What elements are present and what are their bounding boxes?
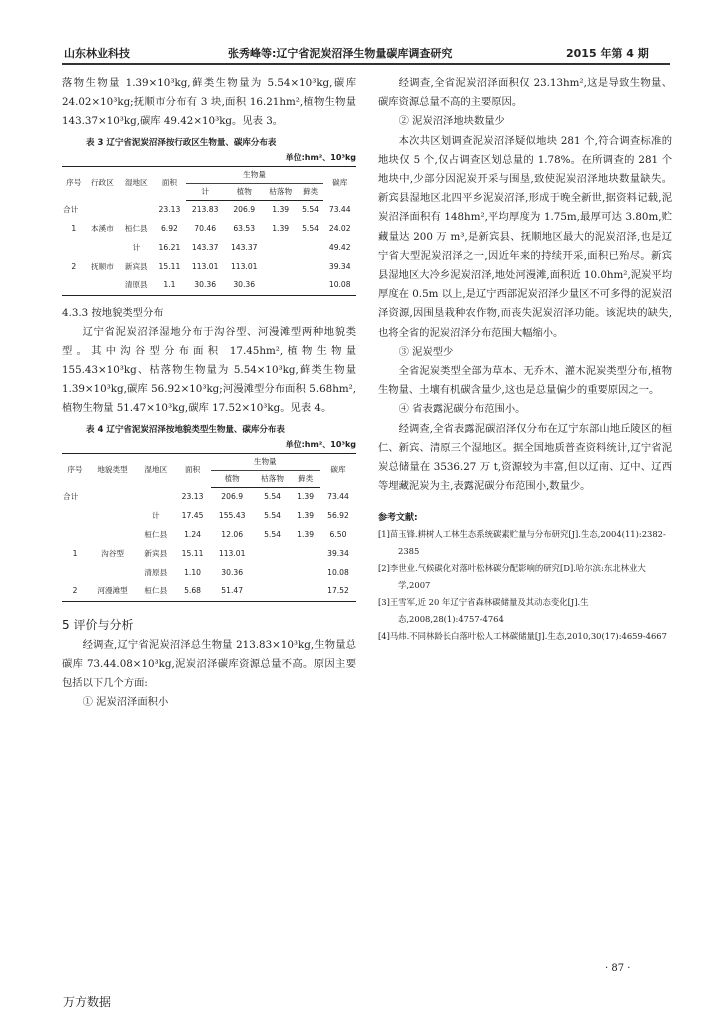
table-cell: 12.06: [221, 529, 244, 539]
table-cell: [85, 200, 119, 219]
table-cell: 5.54: [264, 529, 282, 539]
table-cell: 1: [71, 223, 77, 233]
column-header: 地貌类型: [88, 453, 137, 487]
column-header: 序号: [62, 166, 85, 200]
column-header: 面积: [153, 166, 185, 200]
table-cell: 1.39: [297, 491, 315, 501]
table-cell: [85, 238, 119, 257]
table-3: [62, 166, 356, 296]
table-row: [62, 238, 356, 257]
table-cell: 143.37: [230, 242, 258, 252]
page-number: · 87 ·: [605, 963, 631, 974]
table-4-unit: 单位:hm²、10³kg: [285, 439, 356, 449]
paragraph: 落物生物量 1.39×10³kg,藓类生物量为 5.54×10³kg,碳库 24.02×10³kg;抚顺市分布有 3 块,面积 16.21hm²,植物生物量 143.37×10³kg,碳库 49.42×10³kg。见表 3。: [62, 77, 356, 128]
table-cell: [298, 238, 324, 257]
paragraph: 经调查,辽宁省泥炭沼泽总生物量 213.83×10³kg,生物量总碳库 73.44.08×10³kg,泥炭沼泽碳库资源总量不高。原因主要包括以下几个方面:: [62, 638, 356, 690]
table-row: [62, 200, 356, 219]
column-header: 湿地区: [119, 166, 153, 200]
table-cell: 206.9: [233, 204, 256, 214]
table-row: [62, 506, 356, 525]
sub-header: 植物: [211, 470, 254, 487]
table-cell: [62, 276, 85, 295]
table-cell: [291, 582, 320, 601]
table-cell: 113.01: [230, 261, 258, 271]
table-cell: [85, 276, 119, 295]
column-header: 生物量: [211, 453, 320, 470]
table-cell: 桓仁县: [137, 582, 175, 601]
table-cell: 113.01: [218, 548, 246, 558]
table-row: [62, 276, 356, 295]
column-header: 面积: [175, 453, 211, 487]
right-column: [378, 74, 672, 645]
table-cell: 新宾县: [124, 261, 148, 271]
table-cell: 70.46: [194, 223, 217, 233]
watermark-text: 万方数据: [63, 995, 112, 1009]
table-cell: 1.39: [272, 204, 290, 214]
table-cell: 5.54: [302, 204, 319, 214]
column-header: 碳库: [320, 453, 356, 487]
sub-header: 枯落物: [254, 470, 292, 487]
paragraph: 本次共区划调查泥炭沼泽疑似地块 281 个,符合调查标准的地块仅 5 个,仅占调查区划总量的 1.78%。在所调查的 281 个地块中,少部分因泥炭开采与围垦,致使泥炭沼泽地块数量缺失。新宾县湿地区北四平乡泥炭沼泽,形成于晚全新世,据资料记载,泥炭沼泽面积有 148hm²,平均厚度为 1.75m,最厚可达 3.80m,贮藏量达 200 万 m³,是新宾县、抚顺地区最大的泥炭沼泽,也是辽宁省大型泥炭沼泽之一,因近年来的持续开采,面积已殆尽。新宾县湿地区大冷乡泥炭沼泽,地处河漫滩,面积近 10.0hm²,泥炭平均厚度在 0.5m 以上,是辽宁西部泥炭沼泽少量区不可多得的泥炭沼泽资源,因围垦栽种农作物,而丧失泥炭沼泽功能。该泥块的缺失,也将全省的泥炭沼泽分布范围大幅缩小。: [378, 134, 672, 339]
table-cell: 206.9: [221, 491, 244, 501]
table-cell: 6.50: [329, 529, 347, 539]
table-cell: [264, 238, 298, 257]
table-cell: 17.45: [181, 510, 204, 520]
sub-header: 藓类: [298, 183, 324, 200]
list-item: ② 泥炭沼泽地块数量少: [398, 115, 505, 128]
table-cell: [298, 257, 324, 276]
table-cell: [62, 525, 88, 544]
table-cell: 抚顺市: [91, 261, 114, 271]
table-cell: 沟谷型: [101, 548, 124, 558]
table-cell: 计: [132, 242, 141, 252]
table-cell: 39.34: [328, 261, 351, 271]
table-cell: 桓仁县: [144, 529, 168, 539]
table-cell: 17.52: [320, 582, 356, 601]
column-header: 湿地区: [137, 453, 175, 487]
table-cell: 6.92: [160, 223, 178, 233]
section-heading: 5 评价与分析: [62, 617, 134, 632]
table-cell: 30.36: [221, 567, 244, 577]
table-cell: 5.54: [264, 510, 282, 520]
column-header: 碳库: [323, 166, 356, 200]
table-cell: 5.54: [302, 223, 319, 233]
sub-header: 计: [186, 183, 225, 200]
table-cell: 73.44: [327, 491, 349, 501]
table-row: [62, 525, 356, 544]
table-cell: 新宾县: [144, 548, 168, 558]
table-cell: 1.39: [272, 223, 290, 233]
table-cell: [137, 487, 175, 506]
table-cell: 10.08: [327, 567, 349, 577]
table-row: [62, 257, 356, 276]
table-cell: 49.42: [328, 242, 351, 252]
subsection-heading: 4.3.3 按地貌类型分布: [62, 306, 164, 319]
paragraph: 辽宁省泥炭沼泽湿地分布于沟谷型、河漫滩型两种地貌类型。其中沟谷型分布面积 17.45hm²,植物生物量 155.43×10³kg、枯落物生物量为 5.54×10³kg,藓类生物量 1.39×10³kg,碳库 56.92×10³kg;河漫滩型分布面积 5.68hm²,植物生物量 51.47×10³kg,碳库 17.52×10³kg。见表 4。: [62, 325, 356, 415]
table-cell: 合计: [63, 204, 79, 214]
table-row: [62, 487, 356, 506]
table-cell: [88, 506, 137, 525]
table-cell: [62, 506, 88, 525]
paragraph: 经调查,全省表露泥碳沼泽仅分布在辽宁东部山地丘陵区的桓仁、新宾、清原三个湿地区。据全国地质普查资料统计,辽宁省泥炭总储量在 3536.27 万 t,资源较为丰富,但以辽南、辽中、辽西等埋藏泥炭为主,表露泥碳分布范围小,数量少。: [378, 422, 672, 493]
page-header: [0, 0, 719, 60]
issue-label: 2015 年第 4 期: [566, 47, 649, 60]
header-rule: [62, 63, 670, 65]
table-cell: 30.36: [225, 276, 264, 295]
table-cell: [88, 563, 137, 582]
table-row: [62, 582, 356, 601]
table-cell: [88, 525, 137, 544]
table-cell: 24.02: [328, 223, 351, 233]
reference-item: [2]李世业.气候碳化对落叶松林碳分配影响的研究[D].哈尔滨:东北林业大学,2007: [378, 563, 646, 591]
table-cell: 23.13: [181, 491, 204, 501]
column-header: 序号: [62, 453, 88, 487]
table-cell: 合计: [63, 491, 79, 501]
article-title: 张秀峰等:辽宁省泥炭沼泽生物量碳库调查研究: [228, 47, 453, 60]
column-header: 生物量: [186, 166, 324, 183]
table-cell: 1: [72, 548, 78, 558]
table-cell: 73.44: [328, 204, 351, 214]
sub-header: 藓类: [291, 470, 320, 487]
table-cell: [291, 544, 320, 563]
table-row: [62, 544, 356, 563]
table-cell: [254, 582, 292, 601]
table-cell: 1.39: [297, 529, 315, 539]
table-cell: [254, 544, 292, 563]
table-cell: [264, 257, 298, 276]
table-cell: 1.10: [184, 567, 201, 577]
table-cell: 本溪市: [91, 223, 114, 233]
reference-item: [1]苗玉锋.耕树人工林生态系统碳素贮量与分布研究[J].生态,2004(11):2382-2385: [378, 529, 666, 557]
table-cell: [264, 276, 298, 295]
paragraph: 全省泥炭类型全部为草本、无乔木、灌木泥炭类型分布,植物生物量、土壤有机碳含量少,这也是总量偏少的重要原因之一。: [378, 365, 672, 397]
table-cell: 143.37: [191, 242, 219, 252]
table-cell: 5.54: [264, 491, 282, 501]
table-cell: 10.08: [323, 276, 356, 295]
table-cell: [298, 276, 324, 295]
column-header: 行政区: [85, 166, 119, 200]
sub-header: 植物: [225, 183, 264, 200]
table-cell: 2: [71, 261, 77, 271]
table-3-unit: 单位:hm²、10³kg: [285, 152, 356, 162]
reference-item: [4]马炜.不同林龄长白落叶松人工林碳储量[J].生态,2010,30(17):4659-4667: [378, 631, 667, 642]
table-cell: [119, 200, 153, 219]
table-cell: [254, 563, 292, 582]
table-cell: 213.83: [191, 204, 219, 214]
table-cell: 16.21: [158, 242, 181, 252]
table-cell: 清原县: [144, 567, 168, 577]
table-cell: 1.1: [153, 276, 185, 295]
table-cell: 计: [152, 510, 160, 520]
table-cell: [291, 563, 320, 582]
table-cell: 56.92: [327, 510, 349, 520]
table-cell: 39.34: [327, 548, 349, 558]
table-row: [62, 219, 356, 238]
table-cell: 桓仁县: [124, 223, 148, 233]
table-cell: 51.47: [211, 582, 254, 601]
table-cell: 23.13: [158, 204, 181, 214]
table-cell: 清原县: [119, 276, 153, 295]
table-cell: 5.68: [175, 582, 211, 601]
table-cell: 63.53: [233, 223, 256, 233]
sub-header: 枯落物: [264, 183, 298, 200]
table-3-caption: 表 3 辽宁省泥炭沼泽按行政区生物量、碳库分布表: [86, 137, 277, 148]
list-item: ① 泥炭沼泽面积小: [82, 696, 169, 709]
table-cell: 15.11: [181, 548, 204, 558]
table-4-caption: 表 4 辽宁省泥炭沼泽按地貌类型生物量、碳库分布表: [86, 424, 285, 435]
table-cell: 2: [62, 582, 88, 601]
journal-name: 山东林业科技: [64, 47, 130, 60]
table-cell: [62, 238, 85, 257]
table-cell: 113.01: [191, 261, 219, 271]
list-item: ③ 泥炭型少: [398, 345, 454, 358]
list-item: ④ 省表露泥碳分布范围小。: [398, 403, 526, 416]
table-cell: 1.39: [297, 510, 315, 520]
table-4: [62, 453, 356, 602]
table-cell: 河漫滩型: [88, 582, 137, 601]
table-cell: [62, 563, 88, 582]
table-cell: 30.36: [186, 276, 225, 295]
table-cell: 15.11: [158, 261, 181, 271]
left-column: [62, 74, 356, 712]
references-title: 参考文献:: [378, 513, 418, 524]
table-cell: 1.24: [184, 529, 201, 539]
table-cell: 155.43: [218, 510, 246, 520]
paragraph: 经调查,全省泥炭沼泽面积仅 23.13hm²,这是导致生物量、碳库资源总量不高的主要原因。: [378, 77, 672, 109]
table-row: [62, 563, 356, 582]
table-cell: [88, 487, 137, 506]
reference-item: [3]王雪军,近 20 年辽宁省森林碳储量及其动态变化[J].生态,2008,28(1):4757-4764: [378, 597, 589, 625]
